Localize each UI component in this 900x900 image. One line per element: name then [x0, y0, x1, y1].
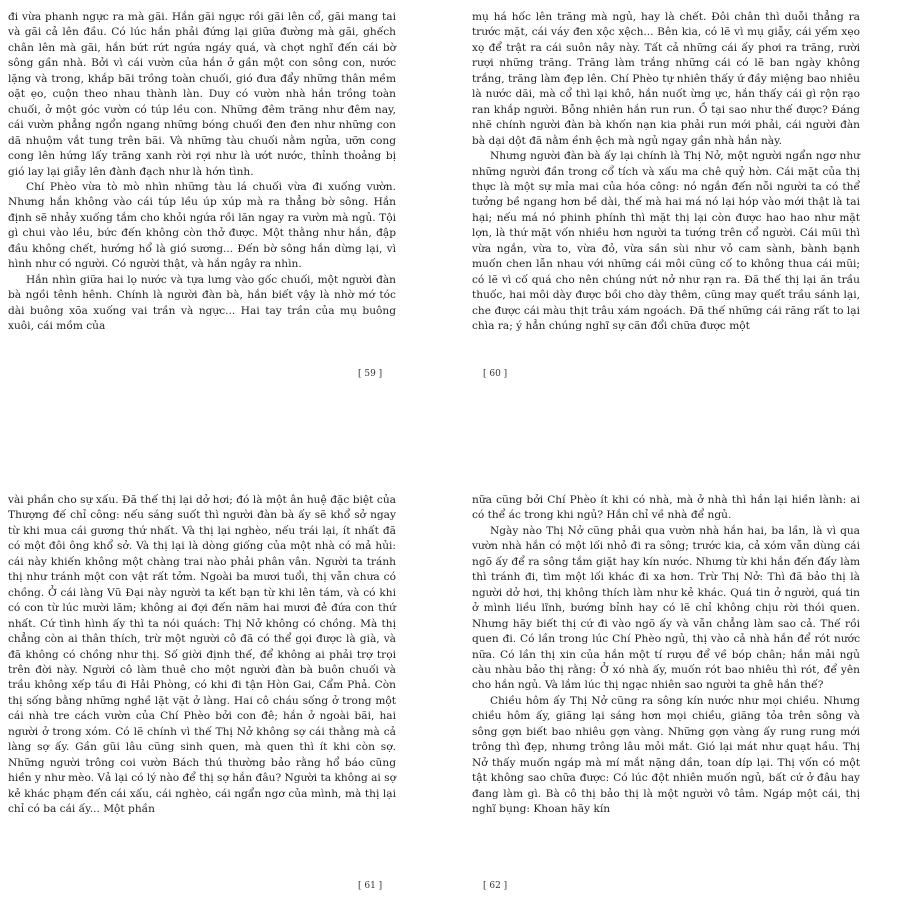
page-number: [ 61 ]	[358, 881, 383, 891]
paragraph: Nhưng người đàn bà ấy lại chính là Thị Nở, một người ngẩn ngơ như những người đần trong cổ tích và xấu ma chê quỷ hờn. Cái mặt của thị thực là một sự mỉa mai của hóa công: nó ngắn đến nỗi người ta có thể tưởng bề ngang hơn bề dài, thế mà hai má nó lại hóp vào mới thật là tai hại; nếu má nó phinh phính thì mặt thị lại còn được hao hao như mặt lợn, là thứ mặt vốn nhiều hơn người ta tướng trên cổ người. Cái mũi thì vừa ngắn, vừa to, vừa đỏ, vừa sần sùi như vỏ cam sành, bành bạnh muốn chen lẫn nhau với những cái môi cũng cố to không thua cái mũi; có lẽ vì cố quá cho nên chúng nứt nở như rạn ra. Đã thế thị lại ăn trầu thuốc, hai môi dày được bồi cho dày thêm, cũng may quết trầu sánh lại, che được cái màu thịt trâu xám ngoách. Đã thế những cái răng rất to lại chìa ra; ý hẳn chúng nghĩ sự cãn đổi chữa được một	[472, 150, 860, 333]
paragraph: Chí Phèo vừa tò mò nhìn những tàu lá chuối vừa đi xuống vườn. Nhưng hắn không vào cái túp lều úp xúp mà ra thẳng bờ sông. Hắn định sẽ nhảy xuống tắm cho khỏi ngứa rồi lăn ngay ra vườn mà ngủ. Tội gì chui vào lều, bức đến không còn thở được. Một thằng như hắn, đập đầu không chết, hướng hổ là gió sương... Đến bờ sông hắn dừng lại, vì hình như có người. Có người thật, và hắn ngây ra nhìn.	[8, 180, 396, 271]
page-62	[472, 493, 860, 818]
page-60	[472, 10, 860, 335]
page-59	[8, 10, 396, 335]
paragraph: mụ há hốc lên trăng mà ngủ, hay là chết. Đôi chân thì duỗi thẳng ra trước mặt, cái váy đen xộc xệch... Bên kia, có lẽ vì mụ giẫy, cái yếm xẹo xọ để trật ra cái suôn nây này. Tất cả những cái ấy phơi ra trăng, rười rượi những trăng. Trăng làm trắng những cái có lẽ ban ngày không trắng, trăng làm đẹp lên. Chí Phèo tự nhiên thấy ứ đầy miệng bao nhiêu là nước dãi, mà cổ thì lại khô, hắn nuốt ừng ực, hắn thấy cái gì rộn rạo ran khắp người. Bỗng nhiên hắn run run. Ồ tại sao như thế được? Đáng nhẽ chính người đàn bà khốn nạn kia phải run mới phải, cái người đàn bà dại dột đã nằm ềnh ệch mà ngủ ngay gần nhà hắn này.	[472, 11, 860, 147]
paragraph: vài phần cho sự xấu. Đã thế thị lại dở hơi; đó là một ân huệ đặc biệt của Thượng đế chỉ công: nếu sáng suốt thì người đàn bà ấy sẽ khổ sở ngay từ khi mua cái gương thứ nhất. Và thị lại nghèo, nếu trái lại, ít nhất đã có một đôi ông khổ sở. Và thị lại là dòng giống của một nhà có mả hủi: cái này khiến không một chàng trai nào phải phân vân. Người ta tránh thị như tránh một con vật rất tởm. Ngoài ba mươi tuổi, thị vẫn chưa có chồng. Ở cái làng Vũ Đại này người ta kết bạn từ khi lên tám, và có khi có con từ lúc mười lăm; không ai đợi đến năm hai mươi đẻ đứa con thứ nhất. Cứ tình hình ấy thì ta nói quách: Thị Nở không có chồng. Mà thị chẳng còn ai thân thích, trừ một người cô đã có thể gọi được là già, và đã không có chồng như thị. Số giời định thế, để không ai phải trợ trọi trên đời này. Người cô làm thuê cho một người đàn bà buôn chuối và trầu không xếp tầu đi Hải Phòng, có khi đi tận Hòn Gai, Cẩm Phả. Còn thị sống bằng những nghề lặt vặt ở làng. Hai cô cháu sống ở trong một cái nhà tre cách vườn của Chí Phèo bởi con đê; hắn ở ngoài bãi, hai người ở trong xóm. Có lẽ chính vì thế Thị Nở không sợ cái thằng mà cả làng sợ ấy. Gần gũi lâu cũng sinh quen, mà quen thì ít khi còn sợ. Những người trông coi vườn Bách thú thường bảo rằng hổ báo cũng hiền y như mèo. Vả lại có lý nào để thị sợ hắn đâu? Người ta không ai sợ kẻ khác phạm đến cái xấu, cái nghèo, cái ngẩn ngơ của mình, mà thị lại chỉ có ba cái ấy... Một phần	[8, 494, 396, 816]
paragraph: Chiều hôm ấy Thị Nở cũng ra sông kín nước như mọi chiều. Nhưng chiều hôm ấy, giăng lại sáng hơn mọi chiều, giăng tỏa trên sông và sông gợn biết bao nhiêu gợn vàng. Những gợn vàng ấy rung rung mới trông thì đẹp, nhưng trông lâu mỏi mắt. Gió lại mát như quạt hầu. Thị Nở thấy muốn ngáp mà mí mắt nặng dần, toan díp lại. Thị vốn có một tật không sao chữa được: Có lúc đột nhiên muốn ngủ, bất cứ ở đâu hay đang làm gì. Bà cô thị bảo thị là một người vô tâm. Ngáp một cái, thị nghĩ bụng: Khoan hãy kín	[472, 694, 860, 816]
page-61	[8, 493, 396, 818]
page-number: [ 60 ]	[483, 369, 508, 379]
paragraph: đi vừa phanh ngực ra mà gãi. Hắn gãi ngực rồi gãi lên cổ, gãi mang tai và gãi cả lên đầu. Có lúc hắn phải đứng lại giữa đường mà gãi, ghếch chân lên mà gãi, hắn bứt rứt ngứa ngáy quá, và chợt nghĩ đến cái bờ sông gần nhà. Bởi vì cái vườn của hắn ở gần một con sông con, nước lặng và trong, khắp bãi trồng toàn chuối, gió đưa đẩy những thân mềm oặt ẹo, cuộn theo nhau thành làn. Duy có vườn nhà hắn trồng toàn chuối, ở một góc vườn có túp lều con. Những đêm trăng như đêm nay, cái vườn phẳng ngổn ngang những bóng chuối đen đen như những con dã nhuộm vắt tung trên bãi. Và những tàu chuối nằm ngửa, ưỡn cong cong lên hứng lấy trăng xanh rời rợi như là ướt nước, thỉnh thoảng bị gió lay lại giẫy lên đành đạch như là hớn tình.	[8, 11, 396, 178]
paragraph: Hắn nhìn giữa hai lọ nước và tựa lưng vào gốc chuối, một người đàn bà ngồi tênh hênh. Chính là người đàn bà, hắn biết vậy là nhờ mớ tóc dài buông xõa xuống vai trần và ngực... Hai tay trần của mụ buông xuôi, cái mồm của	[8, 273, 396, 333]
page-number: [ 59 ]	[358, 369, 383, 379]
paragraph: nữa cũng bởi Chí Phèo ít khi có nhà, mà ở nhà thì hắn lại hiền lành: ai có thể ác trong khi ngủ? Hắn chỉ về nhà để ngủ.	[472, 494, 860, 522]
page-number: [ 62 ]	[483, 881, 508, 891]
paragraph: Ngày nào Thị Nở cũng phải qua vườn nhà hắn hai, ba lần, là vì qua vườn nhà hắn có một lối nhỏ đi ra sông; trước kia, cả xóm vẫn dùng cái ngõ ấy để ra sông tắm giặt hay kín nước. Nhưng từ khi hắn đến đấy làm thì tránh đi, tìm một lối khác đi xa hơn. Trừ Thị Nở: Thì đã bảo thị là người dở hơi, thị không thích làm như kẻ khác. Quá tin ở người, quá tin ở mình liều lĩnh, bướng bỉnh hay có lẽ chỉ không chịu rời thói quen. Nhưng hãy biết thị cứ đi vào ngõ ấy và vẫn chẳng làm sao cả. Thế rồi quen đi. Có lần trong lúc Chí Phèo ngủ, thị vào cả nhà hắn để rót nước nữa. Có lần thị xin của hắn một tí rượu để về bóp chân; hắn mải ngủ càu nhàu bảo thị rằng: Ở xó nhà ấy, muốn rót bao nhiêu thì rót, để yên cho hắn ngủ. Và lắm lúc thị ngạc nhiên sao người ta ghê hắn thế?	[472, 524, 860, 692]
